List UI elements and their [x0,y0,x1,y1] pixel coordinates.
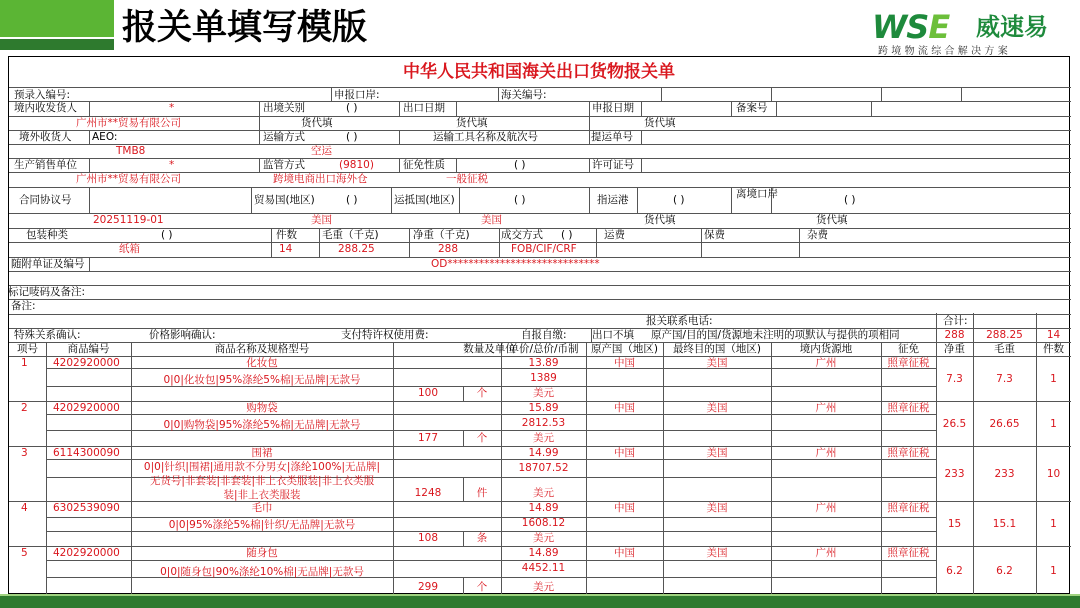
value-gross-weight: 288.25 [338,243,375,255]
value-package-type: 纸箱 [119,243,140,255]
item-header: 征免 [898,343,919,355]
value-total-gross: 288.25 [986,329,1023,341]
grid-line [881,87,882,101]
item-header: 毛重 [994,343,1015,355]
item-gross-weight: 6.2 [996,565,1013,577]
value-transport-mode-code: ( ) [346,131,358,143]
item-header: 最终目的国（地区) [672,343,762,355]
item-unit: 件 [476,487,488,499]
item-currency: 美元 [533,487,554,499]
item-name: 毛巾 [251,502,273,514]
label-domestic-consignor: 境内收发货人 [14,102,77,114]
value-deal-mode: FOB/CIF/CRF [511,243,577,255]
item-spec: 无货号|非套装|非套装|非上衣类服装|非上衣类服 [149,475,375,487]
value-arrival-country: 美国 [481,214,502,226]
item-spec: 0|0|针织|围裙|通用款不分男女|涤纶100%|无品牌| [143,461,381,473]
grid-line [399,130,400,144]
grid-line [89,158,90,172]
item-quantity: 1248 [414,487,442,499]
item-destination: 美国 [706,402,728,414]
grid-line [641,158,642,172]
item-currency: 美元 [533,387,554,399]
item-name: 购物袋 [246,402,278,414]
grid-line [9,144,1071,145]
label-license-no: 许可证号 [592,159,634,171]
value-tax-nature: 一般征税 [446,173,488,185]
value-total-pieces: 14 [1046,329,1061,341]
item-net-weight: 6.2 [946,565,963,577]
title-accent-bar-dark [0,39,114,50]
label-record-no: 备案号 [736,102,768,114]
grid-line [89,257,90,271]
item-source: 广州 [815,447,837,459]
item-spec: 0|0|95%涤纶5%棉|针织/无品牌|无款号 [168,519,356,531]
item-tax-mode: 照章征税 [887,547,930,559]
item-no: 3 [21,447,28,459]
item-tax-mode: 照章征税 [887,402,930,414]
value-domestic-consignor: 广州市**贸易有限公司 [76,117,181,129]
item-name: 化妆包 [246,357,278,369]
item-no: 1 [21,357,28,369]
grid-line [9,187,1071,188]
value-transport-mode: 空运 [311,145,332,157]
label-contact-phone: 报关联系电话: [646,315,713,327]
label-package-type: 包装种类 [26,229,68,241]
grid-line [9,130,1071,131]
item-no: 4 [21,502,28,514]
label-freight: 运费 [604,229,625,241]
item-tax-mode: 照章征税 [887,447,930,459]
item-gross-weight: 233 [994,468,1015,480]
item-source: 广州 [815,502,837,514]
label-forwarder-4: 货代填 [644,214,676,226]
value-producer-seller: 广州市**贸易有限公司 [76,173,181,185]
label-attached-docs: 随附单证及编号 [11,258,85,270]
grid-line [589,158,590,172]
item-header: 商品编号 [67,343,110,355]
item-no: 5 [21,547,28,559]
grid-line [399,158,400,172]
item-header: 单价/总价/币制 [508,343,579,355]
grid-line [456,101,457,116]
item-unit: 条 [476,532,488,544]
item-unit-price: 14.89 [528,502,559,514]
grid-line [637,187,638,213]
item-pieces: 1 [1050,565,1057,577]
grid-line [456,158,457,172]
label-deal-mode: 成交方式 [501,229,543,241]
label-customs-no: 海关编号: [501,89,547,101]
label-transport-mode: 运输方式 [263,131,305,143]
logo-name: 威速易 [976,13,1048,41]
item-destination: 美国 [706,357,728,369]
label-net-weight: 净重（千克) [413,229,470,241]
item-unit-price: 13.89 [528,357,559,369]
item-origin: 中国 [614,357,635,369]
item-quantity: 100 [417,387,439,399]
grid-line [409,228,410,257]
item-hs-code: 6114300090 [53,447,120,459]
grid-line [9,285,1071,286]
grid-line [259,101,260,130]
title-accent-bar [0,0,114,37]
label-total: 合计: [943,315,968,327]
slide-title: 报关单填写模版 [122,8,368,48]
label-exit-customs: 出境关别 [263,102,305,114]
item-hs-code: 4202920000 [53,547,120,559]
footer-bar [0,596,1080,608]
logo-tagline: 跨境物流综合解决方案 [878,46,1011,57]
label-price-impact: 价格影响确认: [149,329,216,341]
item-pieces: 10 [1046,468,1061,480]
grid-line [89,101,90,116]
item-gross-weight: 26.65 [989,418,1020,430]
item-header: 净重 [944,343,965,355]
item-source: 广州 [815,357,837,369]
label-trade-country: 贸易国(地区) [254,194,315,206]
item-origin: 中国 [614,447,635,459]
label-export-date: 出口日期 [403,102,445,114]
item-currency: 美元 [533,532,554,544]
item-name: 围裙 [251,447,273,459]
label-royalty: 支付特许权使用费: [341,329,429,341]
label-forwarder-3: 货代填 [644,117,676,129]
grid-line [89,187,90,213]
grid-line [961,87,962,101]
item-total-price: 4452.11 [521,562,566,574]
item-destination: 美国 [706,547,728,559]
item-total-price: 2812.53 [521,417,566,429]
label-declare-date: 申报日期 [592,102,634,114]
item-header: 项号 [17,343,38,355]
grid-line [259,158,260,172]
item-net-weight: 26.5 [942,418,967,430]
item-hs-code: 6302539090 [53,502,120,514]
item-total-price: 1389 [530,372,557,384]
company-logo [872,10,1068,58]
item-unit-price: 14.99 [528,447,559,459]
item-destination: 美国 [706,447,728,459]
label-contract-no: 合同协议号 [19,194,72,206]
item-source: 广州 [815,402,837,414]
grid-line [731,187,732,213]
value-supervision-text: 跨境电商出口海外仓 [273,173,368,185]
value-overseas-consignee: TMB8 [116,145,146,157]
grid-line [259,130,260,144]
value-trade-country: 美国 [311,214,332,226]
value-consignor-code: * [169,102,175,114]
item-net-weight: 15 [947,518,962,530]
grid-line [589,101,590,130]
label-remarks: 备注: [11,300,36,312]
grid-line [9,299,1071,300]
item-total-price: 18707.52 [518,462,569,474]
item-destination: 美国 [706,502,728,514]
grid-line [589,187,590,213]
grid-line [9,271,1071,272]
item-quantity: 108 [417,532,439,544]
value-exit-port-code: ( ) [844,194,856,206]
item-unit: 个 [476,387,488,399]
item-currency: 美元 [533,432,554,444]
item-tax-mode: 照章征税 [887,357,930,369]
label-forwarder-1: 货代填 [301,117,333,129]
value-package-code: ( ) [161,229,173,241]
grid-line [701,228,702,257]
grid-line [46,517,936,518]
item-pieces: 1 [1050,373,1057,385]
value-exit-customs: ( ) [346,102,358,114]
item-origin: 中国 [614,502,635,514]
grid-line [776,101,777,116]
grid-line [89,130,90,144]
label-port-of-destination: 指运港 [597,194,629,206]
label-declare-port: 申报口岸: [334,89,380,101]
item-currency: 美元 [533,581,554,593]
value-deal-mode-code: ( ) [561,229,573,241]
grid-line [871,101,872,116]
item-pieces: 1 [1050,418,1057,430]
grid-line [46,342,47,595]
item-unit: 个 [476,581,488,593]
label-overseas-consignee: 境外收货人 [19,131,72,143]
grid-line [499,228,500,257]
logo-mark: WSE [872,8,950,46]
label-forwarder-2: 货代填 [456,117,488,129]
label-exit-port: 离境口岸 [736,188,778,200]
label-origin-note: 原产国/目的国/货源地未注明的项默认与提供的项相同 [651,329,900,341]
item-net-weight: 233 [944,468,965,480]
item-spec: 0|0|化妆包|95%涤纶5%棉|无品牌|无款号 [163,374,361,386]
item-name: 随身包 [246,547,278,559]
label-preentry-no: 预录入编号: [14,89,71,101]
value-tax-nature-code: ( ) [514,159,526,171]
value-arrival-country-code: ( ) [514,194,526,206]
label-forwarder-5: 货代填 [816,214,848,226]
label-producer-seller: 生产销售单位 [14,159,77,171]
grid-line [641,130,642,144]
item-origin: 中国 [614,402,635,414]
label-self-report: 自报自缴: [521,329,567,341]
value-net-weight: 288 [438,243,459,255]
customs-declaration-form [8,56,1070,594]
item-header: 原产国（地区) [590,343,659,355]
item-header: 境内货源地 [799,343,853,355]
label-aeo: AEO: [92,131,118,143]
label-special-relation: 特殊关系确认: [14,329,81,341]
value-pieces: 14 [279,243,293,255]
label-transport-name: 运输工具名称及航次号 [433,131,538,143]
label-tax-nature: 征免性质 [403,159,445,171]
label-insurance: 保费 [704,229,725,241]
item-spec: 0|0|购物袋|95%涤纶5%棉|无品牌|无款号 [163,419,361,431]
grid-line [596,228,597,257]
item-header: 件数 [1043,343,1064,355]
label-gross-weight: 毛重（千克) [322,229,379,241]
item-spec: 装|非上衣类服装 [223,489,301,501]
grid-line [459,187,460,213]
value-supervision-code: (9810) [339,159,374,171]
grid-line [399,101,400,116]
item-hs-code: 4202920000 [53,357,120,369]
item-source: 广州 [815,547,837,559]
item-hs-code: 4202920000 [53,402,120,414]
item-header: 商品名称及规格型号 [214,343,310,355]
label-export-fill-note: 出口不填 [592,329,634,341]
form-title: 中华人民共和国海关出口货物报关单 [403,62,675,82]
grid-line [9,314,1071,315]
grid-line [731,101,732,116]
item-quantity: 299 [417,581,439,593]
item-unit-price: 14.89 [528,547,559,559]
value-total-net: 288 [944,329,965,341]
value-contract-no: 20251119-01 [93,214,164,226]
label-misc-fee: 杂费 [807,229,828,241]
item-no: 2 [21,402,28,414]
grid-line [661,87,662,101]
label-supervision-mode: 监管方式 [263,159,305,171]
grid-line [251,187,252,213]
item-gross-weight: 7.3 [996,373,1013,385]
item-total-price: 1608.12 [521,517,566,529]
label-bill-no: 提运单号 [591,131,633,143]
grid-line [391,187,392,213]
grid-line [799,228,800,257]
item-header: 数量及单位 [463,343,516,355]
grid-line [641,101,642,116]
value-trade-country-code: ( ) [346,194,358,206]
item-pieces: 1 [1050,518,1057,530]
grid-line [771,87,772,101]
item-net-weight: 7.3 [946,373,963,385]
grid-line [46,560,936,561]
item-quantity: 177 [417,432,439,444]
item-gross-weight: 15.1 [992,518,1017,530]
grid-line [393,342,394,595]
value-attached-docs: OD***************************** [431,258,600,270]
label-arrival-country: 运抵国(地区) [394,194,455,206]
grid-line [9,213,1071,214]
label-marks-remarks: 标记唛码及备注: [8,286,86,298]
value-destination-code: ( ) [673,194,685,206]
item-origin: 中国 [614,547,635,559]
grid-line [9,87,1071,88]
grid-line [498,87,499,101]
item-unit: 个 [476,432,488,444]
grid-line [319,228,320,257]
item-spec: 0|0|随身包|90%涤纶10%棉|无品牌|无款号 [160,566,364,578]
grid-line [271,228,272,257]
item-tax-mode: 照章征税 [887,502,930,514]
label-pieces: 件数 [276,229,297,241]
grid-line [331,87,332,101]
value-producer-code: * [169,159,175,171]
grid-line [589,130,590,144]
item-unit-price: 15.89 [528,402,559,414]
